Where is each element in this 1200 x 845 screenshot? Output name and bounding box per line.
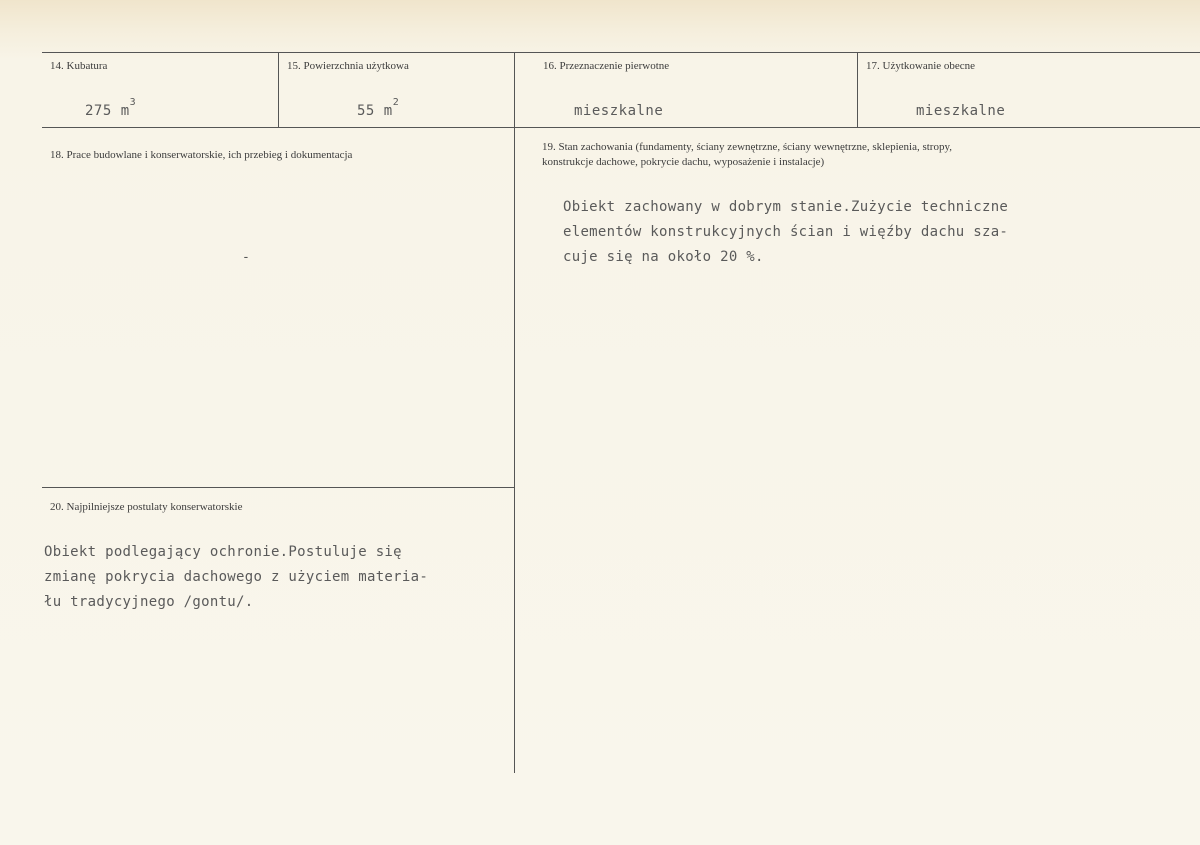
field-15-value-text: 55 m <box>357 103 393 119</box>
field-19-label-line2: konstrukcje dachowe, pokrycie dachu, wyposażenie i instalacje) <box>542 156 825 168</box>
field-16-label: 16. Przeznaczenie pierwotne <box>543 60 670 72</box>
field-17-label: 17. Użytkowanie obecne <box>866 60 976 72</box>
divider-left-right <box>514 127 515 773</box>
field-19-line: cuje się na około 20 %. <box>563 249 764 265</box>
field-18-value: - <box>242 250 250 265</box>
field-14-value <box>85 97 137 119</box>
divider-18-20 <box>42 487 514 488</box>
field-18-label: 18. Prace budowlane i konserwatorskie, ich przebieg i dokumentacja <box>50 149 353 161</box>
field-20-line: Obiekt podlegający ochronie.Postuluje się <box>44 544 402 560</box>
field-20-label: 20. Najpilniejsze postulaty konserwatorskie <box>50 501 243 513</box>
divider-14-15 <box>278 52 279 127</box>
field-16-value: mieszkalne <box>574 103 664 119</box>
field-19-line: Obiekt zachowany w dobrym stanie.Zużycie techniczne <box>563 199 1009 215</box>
field-14-value-exponent: 3 <box>129 97 137 108</box>
field-15-value <box>357 97 400 119</box>
divider-15-16 <box>514 52 515 127</box>
top-border-line <box>42 52 1200 53</box>
field-14-label: 14. Kubatura <box>50 60 108 72</box>
field-17-value: mieszkalne <box>916 103 1006 119</box>
field-15-label: 15. Powierzchnia użytkowa <box>287 60 409 72</box>
field-19-line: elementów konstrukcyjnych ścian i więźby dachu sza- <box>563 224 1009 240</box>
field-20-line: łu tradycyjnego /gontu/. <box>44 594 254 610</box>
field-15-value-exponent: 2 <box>392 97 400 108</box>
divider-16-17 <box>857 52 858 127</box>
field-20-text <box>44 540 428 615</box>
field-14-value-text: 275 m <box>85 103 130 119</box>
field-20-line: zmianę pokrycia dachowego z użyciem materia- <box>44 569 429 585</box>
field-19-label-line1: 19. Stan zachowania (fundamenty, ściany zewnętrzne, ściany wewnętrzne, sklepienia, stropy, <box>542 141 953 153</box>
row1-bottom-line <box>42 127 1200 128</box>
field-19-text <box>563 195 1008 270</box>
